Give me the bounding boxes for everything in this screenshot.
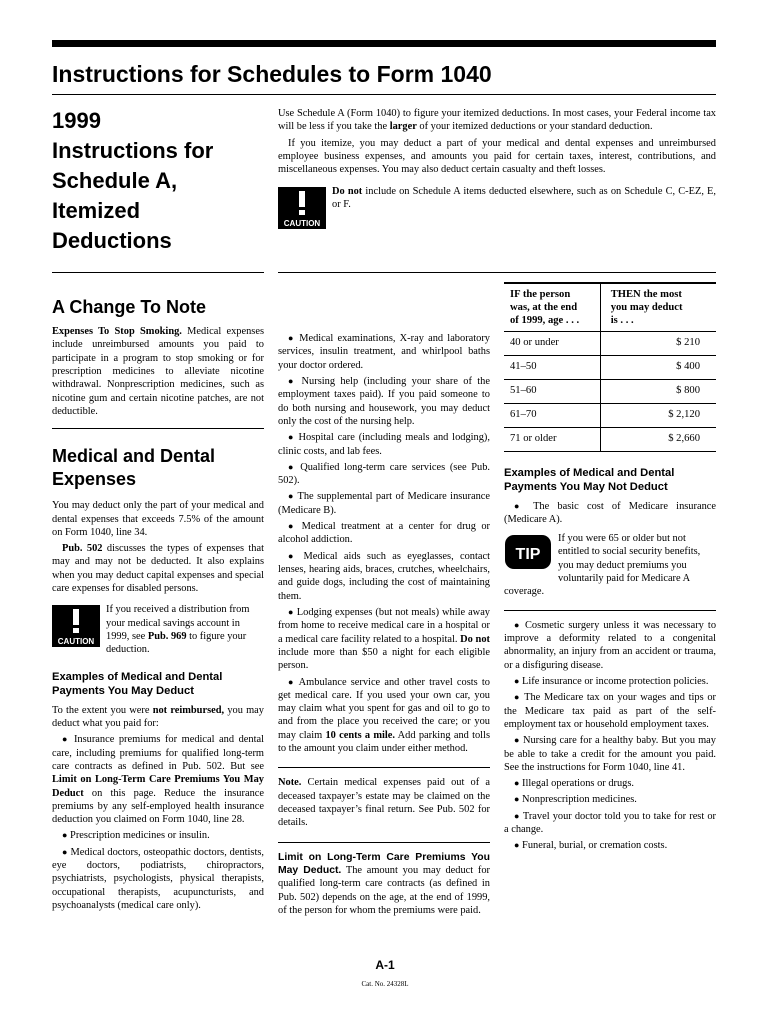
- limit-text: Limit on Long-Term Care Premiums You May Deduct. The amount you may deduct for qualified long-term care contracts (as defined in Pub. 502) depends on the age, at the end of 1999, of the person for whom the premiums were paid.: [278, 851, 491, 916]
- list-item: ● The supplemental part of Medicare insurance (Medicare B).: [278, 491, 490, 516]
- caution-icon: CAUTION: [278, 187, 326, 229]
- top-rule: [52, 40, 716, 47]
- section-title-year: 1999: [52, 108, 101, 133]
- col1-rule: [52, 272, 264, 273]
- intro-paragraph: If you itemize, you may deduct a part of your medical and dental expenses and unreimbursed employee business expenses, and amounts you paid for certain taxes, interest, contributions, and miscellaneous expenses. You may also deduct certain casualty and theft losses.: [278, 137, 716, 176]
- section-title-line: Schedule A,: [52, 168, 178, 193]
- table-header-row: [504, 283, 716, 331]
- table-row: 51–60 $ 800: [504, 379, 716, 403]
- table-row: 71 or older $ 2,660: [504, 427, 716, 451]
- may-deduct-heading: Examples of Medical and Dental Payments You May Deduct: [52, 670, 223, 697]
- list-item: ● Qualified long-term care services (see Pub. 502).: [278, 461, 490, 487]
- column-3: [504, 282, 716, 856]
- list-item: ● Life insurance or income protection policies.: [514, 675, 709, 687]
- tip-block: [504, 532, 716, 602]
- list-item: ● Travel your doctor told you to take for rest or a change.: [504, 810, 716, 836]
- table-header-age: IF the person was, at the end of 1999, age . . .: [504, 283, 600, 331]
- table-row: 41–50 $ 400: [504, 355, 716, 379]
- list-item: ● Nursing care for a healthy baby. But you may be able to take a credit for the amount you paid. See the instructions for Form 1040, line 41.: [504, 735, 716, 773]
- list-item: ● The Medicare tax on your wages and tips or the Medicare tax paid as part of the self-employment tax or household employment taxes.: [504, 692, 716, 730]
- column-2: [278, 332, 490, 920]
- list-item: ● Cosmetic surgery unless it was necessary to improve a deformity related to a congenital abnormality, an injury from an accident or trauma, or a disfiguring disease.: [504, 619, 717, 671]
- section-title-line: Itemized: [52, 198, 141, 223]
- page-number: A-1: [375, 958, 395, 972]
- list-item: ● Medical doctors, osteopathic doctors, dentists, eye doctors, podiatrists, chiropractors, psychiatrists, psychologists, physical therapists, occupational therapists, acupuncturists, and psychoanalysts (medical care only).: [52, 846, 264, 911]
- change-text: Expenses To Stop Smoking. Medical expenses include unreimbursed amounts you paid to participate in a program to stop smoking or for prescription medicines to alleviate nicotine withdrawal. Nonprescription medicines, such as nicotine gum and certain nicotine patches, are not deductible.: [52, 326, 264, 417]
- may-deduct-intro: To the extent you were not reimbursed, you may deduct what you paid for:: [52, 704, 264, 729]
- tip-icon: [504, 534, 552, 570]
- catalog-number: Cat. No. 24328L: [361, 980, 409, 988]
- may-not-deduct-heading: Examples of Medical and Dental Payments You May Not Deduct: [504, 466, 675, 493]
- list-item: ● Medical aids such as eyeglasses, contact lenses, hearing aids, braces, crutches, wheelchairs, and guide dogs, including the cost of maintaining them.: [278, 550, 490, 602]
- caution-text: Do not include on Schedule A items deducted elsewhere, such as on Schedule C, C-EZ, E, or F.: [332, 185, 716, 210]
- change-heading: A Change To Note: [52, 297, 206, 317]
- table-row: 61–70 $ 2,120: [504, 403, 716, 427]
- caution-block: [52, 603, 264, 659]
- age-limit-table: [504, 282, 716, 452]
- intro-rule: [278, 272, 716, 273]
- medical-paragraph: Pub. 502 discusses the types of expenses that may and may not be deducted. It also explains when you may deduct capital expenses and special care expenses for disabled persons.: [52, 543, 264, 595]
- medical-paragraph: You may deduct only the part of your medical and dental expenses that exceeds 7.5% of the amount on Form 1040, line 34.: [52, 500, 264, 538]
- list-item: ● Funeral, burial, or cremation costs.: [514, 840, 668, 852]
- caution-icon: CAUTION: [52, 605, 100, 647]
- intro-paragraph: Use Schedule A (Form 1040) to figure your itemized deductions. In most cases, your Federal income tax will be less if you take the larger of your itemized deductions or your standard deduction.: [278, 108, 716, 133]
- tip-text: If you were 65 or older but not entitled to social security benefits, you may deduct premiums you voluntarily paid for Medicare A coverage.: [504, 533, 701, 598]
- intro: [278, 107, 716, 231]
- caution-block: [278, 185, 716, 228]
- section-title: [52, 106, 264, 256]
- note-text: Note. Certain medical expenses paid out of a deceased taxpayer’s estate may be claimed on the deceased taxpayer’s final return. See Pub. 502 for details.: [278, 777, 490, 829]
- table-header-amount: THEN the most you may deduct is . . .: [600, 283, 716, 331]
- caution-text: If you received a distribution from your medical savings account in 1999, see Pub. 969 to figure your deduction.: [106, 604, 250, 656]
- list-item: ● Ambulance service and other travel costs to get medical care. If you used your own car, you may claim what you spent for gas and oil to go to and from the place you received the care; or you may claim 10 cents a mile. Add parking and tolls to the amount you claim under either method.: [278, 676, 490, 755]
- list-item: ● Illegal operations or drugs.: [514, 778, 635, 790]
- medical-heading: Medical and Dental Expenses: [52, 446, 216, 490]
- list-item: ● Nursing help (including your share of the employment taxes paid). If you paid someone to do both nursing and housework, you may deduct only the cost of the nursing help.: [278, 375, 490, 427]
- section-rule: [52, 428, 264, 429]
- list-item: ● Medical treatment at a center for drug or alcohol addiction.: [278, 521, 490, 546]
- svg-text:TIP: TIP: [515, 546, 541, 564]
- list-item: ● Hospital care (including meals and lodging), clinic costs, and lab fees.: [278, 432, 490, 457]
- section-rule: [504, 610, 716, 611]
- section-title-line: Deductions: [52, 228, 172, 253]
- list-item: ● Insurance premiums for medical and dental care, including premiums for qualified long-term care contracts as defined in Pub. 502. But see Limit on Long-Term Care Premiums You May Deduct on this page. Reduce the insurance premiums by any self-employed health insurance deduction you claimed on Form 1040, line 28.: [52, 734, 264, 826]
- table-row: 40 or under $ 210: [504, 331, 716, 355]
- list-item: ● Medical examinations, X-ray and laboratory services, insulin treatment, and whirlpool baths your doctor ordered.: [278, 333, 491, 371]
- list-item: ● Lodging expenses (but not meals) while away from home to receive medical care in a hospital or a medical care facility related to a hospital. Do not include more than $50 a night for each eligible person.: [278, 606, 490, 672]
- section-rule: [278, 842, 490, 843]
- list-item: ● Nonprescription medicines.: [514, 794, 637, 806]
- list-item: ● Prescription medicines or insulin.: [62, 830, 210, 842]
- column-1: [52, 296, 264, 915]
- section-title-line: Instructions for: [52, 138, 214, 163]
- title-rule: [52, 94, 716, 95]
- list-item: ● The basic cost of Medicare insurance (Medicare A).: [504, 500, 716, 525]
- page-title: Instructions for Schedules to Form 1040: [52, 61, 492, 87]
- section-rule: [278, 767, 490, 768]
